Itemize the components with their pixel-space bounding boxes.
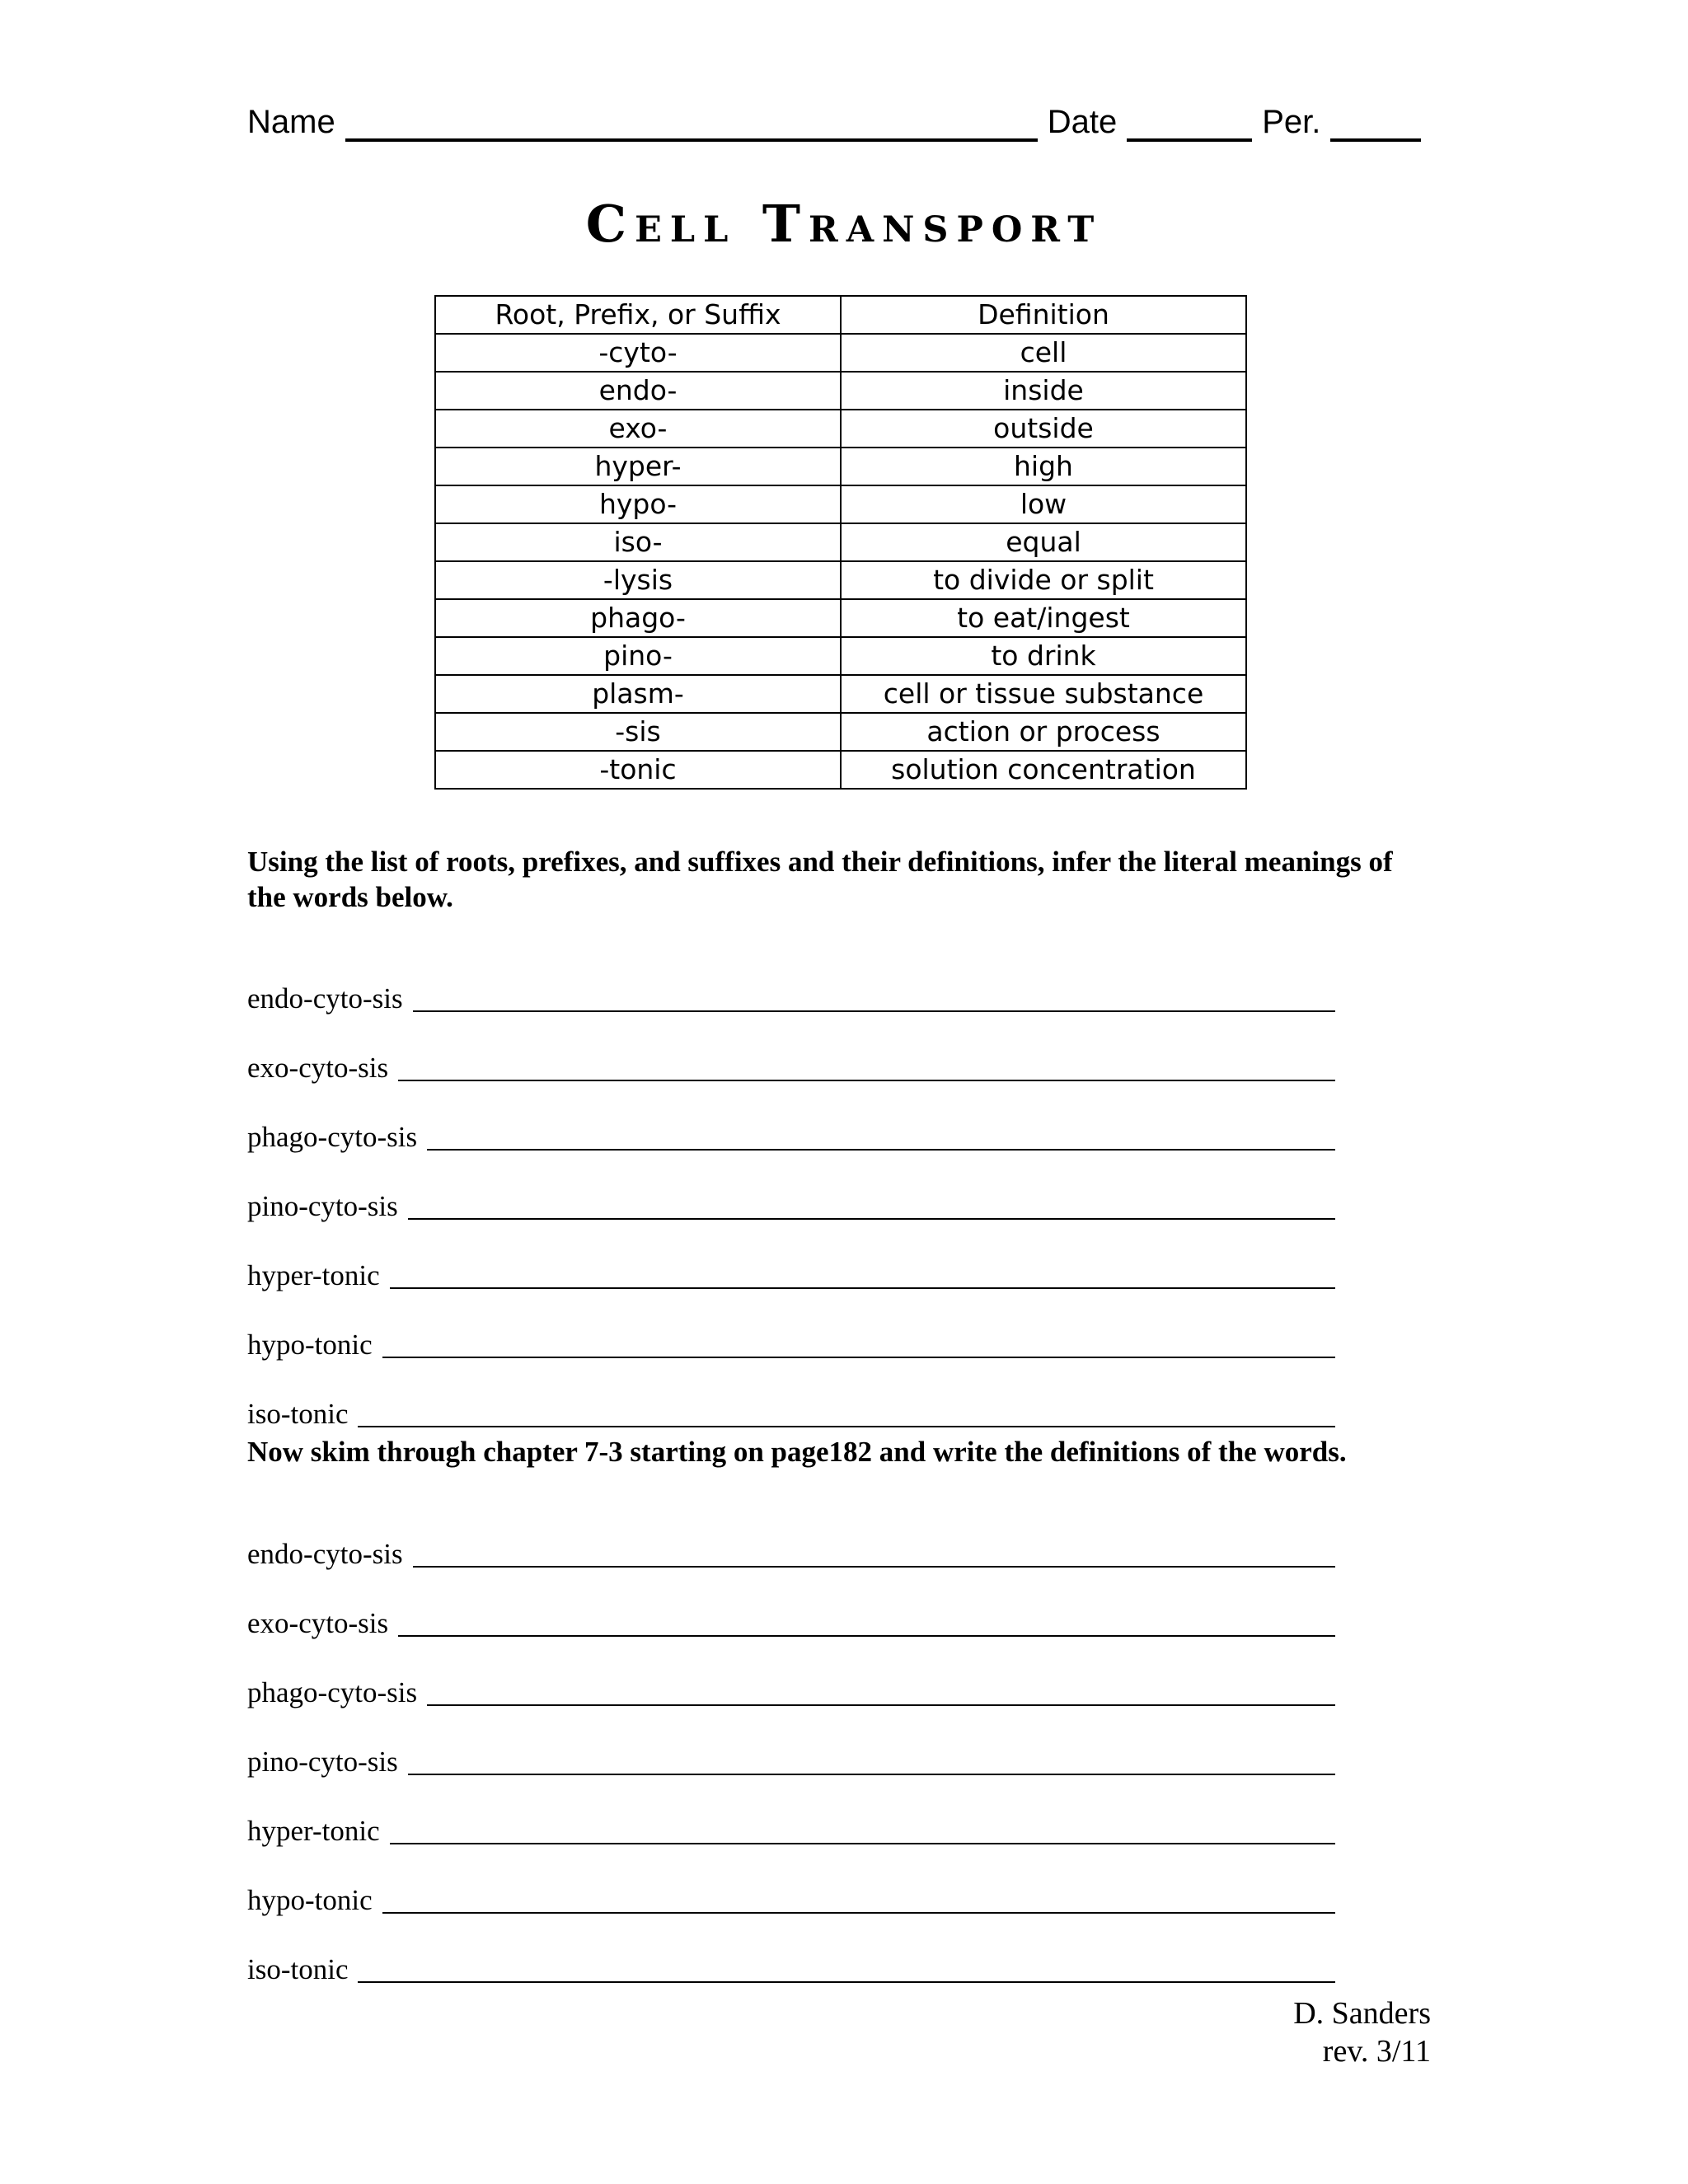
date-label: Date xyxy=(1047,104,1118,140)
list-item xyxy=(247,1640,1335,1709)
answer-line[interactable] xyxy=(427,1119,1335,1151)
word-label: hyper-tonic xyxy=(247,1259,380,1291)
glossary-row xyxy=(435,334,1246,372)
answer-line[interactable] xyxy=(413,1536,1335,1568)
list-item xyxy=(247,1085,1335,1154)
glossary-definition: cell xyxy=(841,334,1246,372)
word-label: pino-cyto-sis xyxy=(247,1746,398,1778)
answer-line[interactable] xyxy=(390,1813,1335,1844)
glossary-definition: outside xyxy=(841,410,1246,448)
glossary-row xyxy=(435,523,1246,561)
glossary-definition: to eat/ingest xyxy=(841,599,1246,637)
glossary-header-term: Root, Prefix, or Suffix xyxy=(435,296,841,334)
glossary-term: phago- xyxy=(435,599,841,637)
literal-meaning-list xyxy=(247,946,1335,1431)
word-label: phago-cyto-sis xyxy=(247,1676,418,1708)
answer-line[interactable] xyxy=(382,1327,1335,1358)
list-item xyxy=(247,1571,1335,1640)
glossary-definition: to drink xyxy=(841,637,1246,675)
glossary-row xyxy=(435,599,1246,637)
answer-line[interactable] xyxy=(390,1258,1335,1289)
page-title: Cell Transport xyxy=(585,194,1103,254)
list-item xyxy=(247,1015,1335,1085)
word-label: iso-tonic xyxy=(247,1398,349,1430)
revision-label: rev. 3/11 xyxy=(1322,2034,1431,2069)
name-blank[interactable] xyxy=(345,105,1038,142)
answer-line[interactable] xyxy=(358,1952,1335,1983)
answer-line[interactable] xyxy=(398,1605,1335,1637)
date-blank[interactable] xyxy=(1127,105,1252,142)
word-label: hyper-tonic xyxy=(247,1815,380,1847)
word-label: phago-cyto-sis xyxy=(247,1121,418,1153)
answer-line[interactable] xyxy=(408,1188,1335,1220)
word-label: pino-cyto-sis xyxy=(247,1190,398,1222)
list-item xyxy=(247,1223,1335,1292)
list-item xyxy=(247,1848,1335,1917)
glossary-row xyxy=(435,372,1246,410)
glossary-row xyxy=(435,561,1246,599)
word-label: exo-cyto-sis xyxy=(247,1607,389,1639)
list-item xyxy=(247,946,1335,1015)
word-label: iso-tonic xyxy=(247,1953,349,1985)
glossary-term: pino- xyxy=(435,637,841,675)
textbook-definition-instructions: Now skim through chapter 7-3 starting on page182 and write the definitions of the words. xyxy=(247,1436,1347,1468)
glossary-header-row xyxy=(435,296,1246,334)
name-label: Name xyxy=(247,104,335,140)
footer-credit xyxy=(1293,1994,1431,2070)
list-item xyxy=(247,1917,1335,1986)
glossary-term: hyper- xyxy=(435,448,841,485)
textbook-definition-list xyxy=(247,1502,1335,1986)
glossary-row xyxy=(435,448,1246,485)
answer-line[interactable] xyxy=(408,1744,1335,1775)
glossary-definition: high xyxy=(841,448,1246,485)
glossary-term: -tonic xyxy=(435,751,841,789)
word-label: endo-cyto-sis xyxy=(247,982,403,1015)
literal-meaning-instructions: Using the list of roots, prefixes, and suffixes and their definitions, infer the literal meanings of the words below. xyxy=(247,846,1393,913)
glossary-row xyxy=(435,485,1246,523)
glossary-table xyxy=(434,295,1247,790)
word-label: hypo-tonic xyxy=(247,1884,373,1916)
student-info-header xyxy=(247,92,1442,142)
glossary-term: -cyto- xyxy=(435,334,841,372)
list-item xyxy=(247,1779,1335,1848)
word-label: hypo-tonic xyxy=(247,1329,373,1361)
answer-line[interactable] xyxy=(427,1675,1335,1706)
word-label: endo-cyto-sis xyxy=(247,1538,403,1570)
glossary-definition: to divide or split xyxy=(841,561,1246,599)
glossary-term: endo- xyxy=(435,372,841,410)
glossary-term: -sis xyxy=(435,713,841,751)
glossary-definition: action or process xyxy=(841,713,1246,751)
list-item xyxy=(247,1709,1335,1779)
glossary-row xyxy=(435,751,1246,789)
glossary-term: -lysis xyxy=(435,561,841,599)
answer-line[interactable] xyxy=(413,981,1335,1012)
glossary-definition: inside xyxy=(841,372,1246,410)
glossary-term: plasm- xyxy=(435,675,841,713)
glossary-term: iso- xyxy=(435,523,841,561)
glossary-definition: solution concentration xyxy=(841,751,1246,789)
author-name: D. Sanders xyxy=(1293,1996,1431,2031)
period-blank[interactable] xyxy=(1330,105,1421,142)
glossary-definition: equal xyxy=(841,523,1246,561)
answer-line[interactable] xyxy=(398,1050,1335,1081)
glossary-definition: low xyxy=(841,485,1246,523)
glossary-row xyxy=(435,410,1246,448)
answer-line[interactable] xyxy=(358,1396,1335,1427)
glossary-row xyxy=(435,713,1246,751)
list-item xyxy=(247,1361,1335,1431)
glossary-row xyxy=(435,675,1246,713)
list-item xyxy=(247,1502,1335,1571)
answer-line[interactable] xyxy=(382,1882,1335,1914)
glossary-definition: cell or tissue substance xyxy=(841,675,1246,713)
glossary-header-definition: Definition xyxy=(841,296,1246,334)
list-item xyxy=(247,1154,1335,1223)
glossary-term: hypo- xyxy=(435,485,841,523)
list-item xyxy=(247,1292,1335,1361)
glossary-row xyxy=(435,637,1246,675)
word-label: exo-cyto-sis xyxy=(247,1052,389,1084)
glossary-term: exo- xyxy=(435,410,841,448)
period-label: Per. xyxy=(1262,104,1321,140)
